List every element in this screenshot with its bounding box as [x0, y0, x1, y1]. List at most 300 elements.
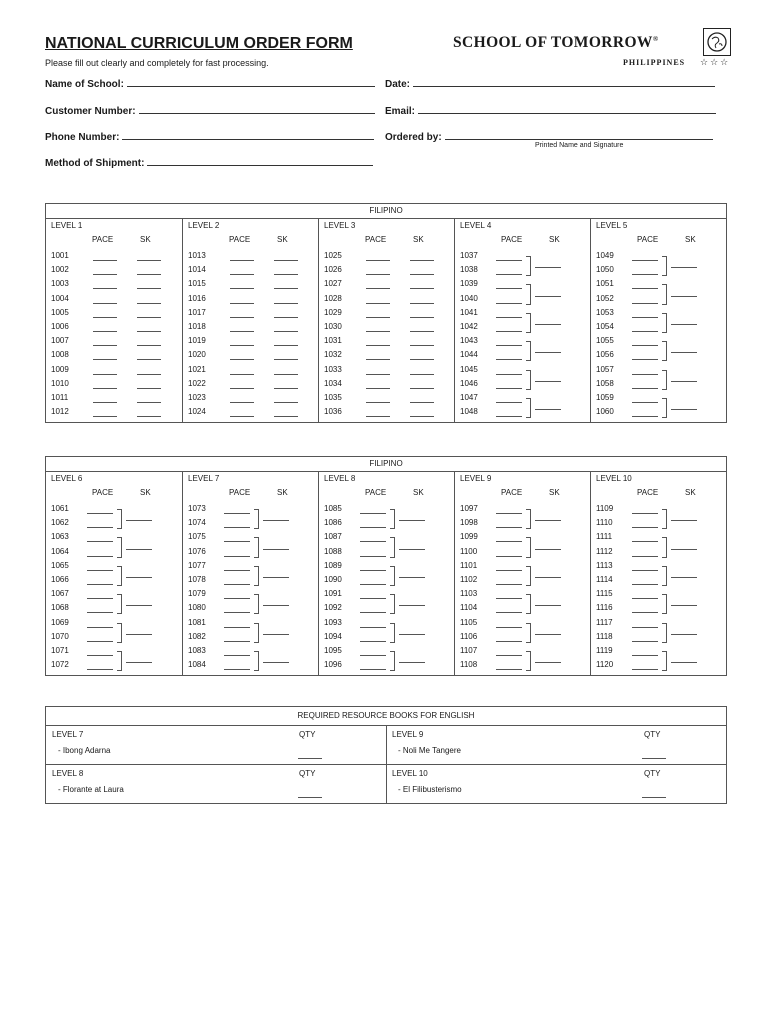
pace-code: 1006: [51, 322, 69, 331]
pace-qty-blank[interactable]: [632, 359, 658, 360]
pace-code: 1012: [51, 407, 69, 417]
pace-qty-blank[interactable]: [87, 541, 113, 542]
sk-qty-blank[interactable]: [263, 662, 289, 663]
sk-qty-blank[interactable]: [274, 388, 298, 389]
sk-qty-blank[interactable]: [671, 662, 697, 663]
pace-code: 1050: [596, 265, 614, 275]
level-column: [318, 471, 455, 675]
pace-code: 1030: [324, 322, 342, 331]
pace-code: 1033: [324, 364, 342, 374]
sk-qty-blank[interactable]: [137, 288, 161, 289]
pace-code: 1107: [460, 646, 478, 655]
pace-qty-blank[interactable]: [496, 402, 522, 403]
customer-number-field[interactable]: Customer Number:: [45, 104, 375, 117]
pace-code: 1119: [596, 646, 613, 655]
book-title: - Ibong Adarna: [58, 746, 111, 755]
sk-qty-blank[interactable]: [535, 634, 561, 635]
pace-code: 1117: [596, 617, 613, 627]
sk-qty-blank[interactable]: [410, 345, 434, 346]
pace-qty-blank[interactable]: [93, 331, 117, 332]
pace-qty-blank[interactable]: [496, 669, 522, 670]
pace-qty-blank[interactable]: [496, 527, 522, 528]
pace-code: 1055: [596, 336, 614, 346]
pace-qty-blank[interactable]: [224, 669, 250, 670]
resource-book-entry: [46, 725, 386, 764]
filipino-table-levels-6-10: [45, 456, 727, 676]
pace-code: 1035: [324, 393, 342, 402]
pace-qty-blank[interactable]: [87, 556, 113, 557]
sk-qty-blank[interactable]: [410, 274, 434, 275]
pace-qty-blank[interactable]: [632, 612, 658, 613]
sk-qty-blank[interactable]: [410, 374, 434, 375]
pair-bracket: [390, 623, 395, 643]
sk-qty-blank[interactable]: [399, 577, 425, 578]
sk-qty-blank[interactable]: [137, 303, 161, 304]
pair-bracket: [662, 509, 667, 529]
pace-qty-blank[interactable]: [496, 612, 522, 613]
pace-code: 1063: [51, 532, 69, 542]
pace-qty-blank[interactable]: [496, 359, 522, 360]
level-label: LEVEL 9: [460, 474, 492, 483]
sk-qty-blank[interactable]: [274, 402, 298, 403]
pace-header: PACE: [637, 488, 659, 497]
sk-header: SK: [277, 488, 288, 497]
level-label: LEVEL 6: [51, 474, 83, 483]
pace-qty-blank[interactable]: [224, 655, 250, 656]
pace-qty-blank[interactable]: [632, 274, 658, 275]
pair-bracket: [390, 651, 395, 671]
pace-qty-blank[interactable]: [224, 627, 250, 628]
pace-qty-blank[interactable]: [632, 416, 658, 417]
pace-qty-blank[interactable]: [230, 374, 254, 375]
pace-qty-blank[interactable]: [632, 556, 658, 557]
sk-qty-blank[interactable]: [671, 634, 697, 635]
pace-code: 1053: [596, 307, 614, 317]
pace-qty-blank[interactable]: [360, 527, 386, 528]
pace-qty-blank[interactable]: [87, 513, 113, 514]
pace-qty-blank[interactable]: [360, 541, 386, 542]
sk-qty-blank[interactable]: [274, 374, 298, 375]
pair-bracket: [254, 509, 259, 529]
pace-qty-blank[interactable]: [230, 359, 254, 360]
sk-qty-blank[interactable]: [263, 549, 289, 550]
pace-qty-blank[interactable]: [224, 556, 250, 557]
sk-qty-blank[interactable]: [274, 345, 298, 346]
pace-code: 1048: [460, 407, 478, 417]
sk-qty-blank[interactable]: [410, 388, 434, 389]
pace-qty-blank[interactable]: [230, 402, 254, 403]
pace-qty-blank[interactable]: [87, 598, 113, 599]
pace-code: 1118: [596, 631, 613, 641]
pace-code: 1084: [188, 660, 206, 670]
pace-code: 1016: [188, 293, 206, 303]
sk-qty-blank[interactable]: [671, 577, 697, 578]
pair-bracket: [117, 537, 122, 557]
pace-qty-blank[interactable]: [93, 345, 117, 346]
pair-bracket: [662, 537, 667, 557]
pace-qty-blank[interactable]: [496, 303, 522, 304]
pace-qty-blank[interactable]: [632, 331, 658, 332]
pair-bracket: [254, 623, 259, 643]
sk-header: SK: [140, 235, 151, 244]
pace-qty-blank[interactable]: [360, 513, 386, 514]
pace-qty-blank[interactable]: [93, 303, 117, 304]
sk-qty-blank[interactable]: [671, 605, 697, 606]
pace-qty-blank[interactable]: [632, 584, 658, 585]
pace-qty-blank[interactable]: [366, 416, 390, 417]
sk-qty-blank[interactable]: [274, 288, 298, 289]
sk-qty-blank[interactable]: [410, 359, 434, 360]
sk-header: SK: [413, 488, 424, 497]
pace-qty-blank[interactable]: [360, 655, 386, 656]
pace-code: 1073: [188, 504, 206, 513]
pace-qty-blank[interactable]: [632, 669, 658, 670]
sk-qty-blank[interactable]: [535, 352, 561, 353]
sk-qty-blank[interactable]: [137, 274, 161, 275]
pace-qty-blank[interactable]: [496, 274, 522, 275]
sk-qty-blank[interactable]: [399, 634, 425, 635]
pace-code: 1018: [188, 322, 206, 331]
sk-qty-blank[interactable]: [671, 520, 697, 521]
pace-qty-blank[interactable]: [93, 374, 117, 375]
sk-qty-blank[interactable]: [535, 662, 561, 663]
pace-code: 1004: [51, 293, 69, 303]
pair-bracket: [662, 284, 667, 304]
pair-bracket: [662, 566, 667, 586]
sk-qty-blank[interactable]: [410, 288, 434, 289]
pace-qty-blank[interactable]: [360, 641, 386, 642]
pace-qty-blank[interactable]: [632, 317, 658, 318]
pair-bracket: [254, 651, 259, 671]
pace-code: 1026: [324, 265, 342, 275]
pace-qty-blank[interactable]: [366, 303, 390, 304]
sk-qty-blank[interactable]: [263, 577, 289, 578]
pace-code: 1019: [188, 336, 206, 346]
pace-qty-blank[interactable]: [496, 374, 522, 375]
pace-header: PACE: [92, 235, 114, 244]
pace-qty-blank[interactable]: [87, 570, 113, 571]
sk-qty-blank[interactable]: [126, 577, 152, 578]
pace-qty-blank[interactable]: [632, 388, 658, 389]
shipment-method-field[interactable]: Method of Shipment:: [45, 156, 373, 169]
sk-qty-blank[interactable]: [535, 267, 561, 268]
pace-qty-blank[interactable]: [496, 541, 522, 542]
pace-qty-blank[interactable]: [224, 513, 250, 514]
qty-blank[interactable]: [642, 797, 666, 798]
pace-code: 1044: [460, 350, 478, 360]
pair-bracket: [662, 370, 667, 390]
pace-qty-blank[interactable]: [496, 598, 522, 599]
sk-header: SK: [140, 488, 151, 497]
pace-qty-blank[interactable]: [93, 359, 117, 360]
pace-code: 1113: [596, 560, 613, 570]
pace-code: 1077: [188, 560, 206, 570]
pace-code: 1034: [324, 378, 342, 388]
pace-qty-blank[interactable]: [366, 317, 390, 318]
pace-qty-blank[interactable]: [496, 388, 522, 389]
pace-qty-blank[interactable]: [496, 570, 522, 571]
sk-qty-blank[interactable]: [137, 331, 161, 332]
pace-qty-blank[interactable]: [87, 669, 113, 670]
pace-qty-blank[interactable]: [496, 513, 522, 514]
email-field[interactable]: Email:: [385, 104, 716, 117]
pace-qty-blank[interactable]: [632, 303, 658, 304]
pace-qty-blank[interactable]: [632, 641, 658, 642]
pace-qty-blank[interactable]: [230, 288, 254, 289]
sk-qty-blank[interactable]: [399, 605, 425, 606]
sk-qty-blank[interactable]: [535, 577, 561, 578]
pace-qty-blank[interactable]: [632, 541, 658, 542]
pace-qty-blank[interactable]: [87, 627, 113, 628]
pace-qty-blank[interactable]: [224, 598, 250, 599]
level-column: [46, 471, 182, 675]
pace-qty-blank[interactable]: [632, 513, 658, 514]
pace-qty-blank[interactable]: [224, 570, 250, 571]
pace-qty-blank[interactable]: [366, 374, 390, 375]
sk-qty-blank[interactable]: [410, 317, 434, 318]
pace-code: 1052: [596, 293, 614, 303]
sk-qty-blank[interactable]: [126, 549, 152, 550]
sk-qty-blank[interactable]: [263, 634, 289, 635]
pace-code: 1065: [51, 560, 69, 570]
sk-qty-blank[interactable]: [399, 520, 425, 521]
pace-code: 1071: [51, 646, 69, 655]
sk-qty-blank[interactable]: [399, 549, 425, 550]
sk-qty-blank[interactable]: [126, 520, 152, 521]
sk-qty-blank[interactable]: [535, 324, 561, 325]
pace-qty-blank[interactable]: [632, 374, 658, 375]
pace-code: 1078: [188, 575, 206, 584]
pace-qty-blank[interactable]: [224, 541, 250, 542]
sk-qty-blank[interactable]: [671, 381, 697, 382]
sk-qty-blank[interactable]: [535, 549, 561, 550]
sk-qty-blank[interactable]: [274, 359, 298, 360]
sk-qty-blank[interactable]: [137, 345, 161, 346]
sk-qty-blank[interactable]: [410, 303, 434, 304]
sk-qty-blank[interactable]: [410, 331, 434, 332]
sk-qty-blank[interactable]: [263, 520, 289, 521]
pace-qty-blank[interactable]: [224, 612, 250, 613]
pace-qty-blank[interactable]: [360, 584, 386, 585]
pace-qty-blank[interactable]: [224, 641, 250, 642]
pace-code: 1041: [460, 307, 478, 317]
pace-qty-blank[interactable]: [632, 260, 658, 261]
pace-qty-blank[interactable]: [496, 641, 522, 642]
sk-qty-blank[interactable]: [274, 317, 298, 318]
pace-qty-blank[interactable]: [366, 402, 390, 403]
sk-qty-blank[interactable]: [137, 260, 161, 261]
pace-qty-blank[interactable]: [93, 274, 117, 275]
level-label: LEVEL 1: [51, 221, 83, 230]
sk-qty-blank[interactable]: [671, 296, 697, 297]
sk-qty-blank[interactable]: [671, 352, 697, 353]
sk-qty-blank[interactable]: [137, 416, 161, 417]
pace-qty-blank[interactable]: [87, 584, 113, 585]
sk-qty-blank[interactable]: [535, 296, 561, 297]
form-subtitle: Please fill out clearly and completely for fast processing.: [45, 58, 269, 68]
pace-header: PACE: [501, 488, 523, 497]
pace-qty-blank[interactable]: [224, 584, 250, 585]
pace-qty-blank[interactable]: [632, 570, 658, 571]
pace-qty-blank[interactable]: [93, 388, 117, 389]
pace-qty-blank[interactable]: [496, 627, 522, 628]
pace-qty-blank[interactable]: [496, 345, 522, 346]
pace-qty-blank[interactable]: [632, 402, 658, 403]
sk-qty-blank[interactable]: [671, 409, 697, 410]
pace-qty-blank[interactable]: [632, 655, 658, 656]
sk-qty-blank[interactable]: [137, 317, 161, 318]
pace-qty-blank[interactable]: [366, 388, 390, 389]
pace-code: 1116: [596, 603, 613, 613]
pace-qty-blank[interactable]: [93, 416, 117, 417]
book-title: - Florante at Laura: [58, 785, 124, 794]
pace-code: 1080: [188, 603, 206, 613]
pace-qty-blank[interactable]: [230, 317, 254, 318]
pace-qty-blank[interactable]: [87, 641, 113, 642]
pair-bracket: [526, 537, 531, 557]
pace-qty-blank[interactable]: [496, 317, 522, 318]
sk-qty-blank[interactable]: [535, 381, 561, 382]
qty-blank[interactable]: [298, 758, 322, 759]
pace-qty-blank[interactable]: [360, 556, 386, 557]
pace-qty-blank[interactable]: [87, 612, 113, 613]
pace-qty-blank[interactable]: [230, 260, 254, 261]
pace-code: 1025: [324, 251, 342, 260]
pace-code: 1037: [460, 251, 478, 260]
pace-qty-blank[interactable]: [632, 527, 658, 528]
pace-qty-blank[interactable]: [366, 345, 390, 346]
pace-code: 1079: [188, 589, 206, 599]
pace-code: 1083: [188, 646, 206, 655]
pace-qty-blank[interactable]: [366, 288, 390, 289]
pace-qty-blank[interactable]: [230, 303, 254, 304]
sk-qty-blank[interactable]: [137, 402, 161, 403]
pace-code: 1105: [460, 617, 478, 627]
date-field[interactable]: Date:: [385, 77, 715, 90]
pace-qty-blank[interactable]: [496, 584, 522, 585]
level-label: LEVEL 2: [188, 221, 220, 230]
pace-qty-blank[interactable]: [230, 388, 254, 389]
qty-blank[interactable]: [642, 758, 666, 759]
sk-qty-blank[interactable]: [274, 331, 298, 332]
pace-qty-blank[interactable]: [360, 570, 386, 571]
pace-qty-blank[interactable]: [366, 331, 390, 332]
level-label: LEVEL 3: [324, 221, 356, 230]
pace-qty-blank[interactable]: [496, 260, 522, 261]
pace-qty-blank[interactable]: [87, 527, 113, 528]
pace-code: 1103: [460, 589, 478, 599]
level-column: [590, 471, 727, 675]
phone-number-field[interactable]: Phone Number:: [45, 130, 374, 143]
pace-qty-blank[interactable]: [360, 612, 386, 613]
pace-qty-blank[interactable]: [230, 345, 254, 346]
sk-qty-blank[interactable]: [410, 402, 434, 403]
qty-label: QTY: [299, 769, 316, 778]
pace-qty-blank[interactable]: [632, 627, 658, 628]
sk-qty-blank[interactable]: [399, 662, 425, 663]
school-name-field[interactable]: Name of School:: [45, 77, 375, 90]
pace-code: 1096: [324, 660, 342, 670]
ordered-by-field[interactable]: Ordered by:: [385, 130, 713, 143]
pace-qty-blank[interactable]: [230, 274, 254, 275]
sk-qty-blank[interactable]: [410, 416, 434, 417]
pace-qty-blank[interactable]: [230, 331, 254, 332]
pace-code: 1023: [188, 393, 206, 402]
resource-book-entry: [386, 764, 726, 803]
sk-qty-blank[interactable]: [671, 549, 697, 550]
sk-qty-blank[interactable]: [274, 416, 298, 417]
sk-qty-blank[interactable]: [535, 409, 561, 410]
pace-qty-blank[interactable]: [230, 416, 254, 417]
sk-qty-blank[interactable]: [671, 267, 697, 268]
pace-qty-blank[interactable]: [93, 260, 117, 261]
pace-qty-blank[interactable]: [632, 345, 658, 346]
pace-qty-blank[interactable]: [366, 260, 390, 261]
sk-qty-blank[interactable]: [126, 662, 152, 663]
pace-qty-blank[interactable]: [93, 288, 117, 289]
pace-qty-blank[interactable]: [224, 527, 250, 528]
sk-qty-blank[interactable]: [410, 260, 434, 261]
qty-label: QTY: [299, 730, 316, 739]
sk-qty-blank[interactable]: [274, 274, 298, 275]
sk-qty-blank[interactable]: [137, 388, 161, 389]
pace-qty-blank[interactable]: [93, 317, 117, 318]
level-column: [590, 218, 727, 422]
pair-bracket: [117, 594, 122, 614]
pace-qty-blank[interactable]: [360, 627, 386, 628]
sk-qty-blank[interactable]: [137, 374, 161, 375]
pace-qty-blank[interactable]: [632, 288, 658, 289]
sk-qty-blank[interactable]: [126, 634, 152, 635]
sk-qty-blank[interactable]: [535, 520, 561, 521]
sk-qty-blank[interactable]: [671, 324, 697, 325]
sk-qty-blank[interactable]: [126, 605, 152, 606]
pace-code: 1097: [460, 504, 478, 513]
pace-qty-blank[interactable]: [360, 669, 386, 670]
sk-qty-blank[interactable]: [535, 605, 561, 606]
sk-qty-blank[interactable]: [263, 605, 289, 606]
pace-qty-blank[interactable]: [360, 598, 386, 599]
pace-header: PACE: [501, 235, 523, 244]
pace-qty-blank[interactable]: [496, 655, 522, 656]
pace-qty-blank[interactable]: [496, 288, 522, 289]
pace-qty-blank[interactable]: [93, 402, 117, 403]
pace-qty-blank[interactable]: [632, 598, 658, 599]
school-logo: [453, 28, 733, 72]
pace-code: 1066: [51, 575, 69, 584]
pace-qty-blank[interactable]: [496, 556, 522, 557]
pace-qty-blank[interactable]: [496, 416, 522, 417]
sk-qty-blank[interactable]: [274, 260, 298, 261]
pace-qty-blank[interactable]: [87, 655, 113, 656]
pace-qty-blank[interactable]: [366, 359, 390, 360]
pace-code: 1064: [51, 546, 69, 556]
sk-qty-blank[interactable]: [274, 303, 298, 304]
level-label: LEVEL 4: [460, 221, 492, 230]
pace-code: 1027: [324, 279, 342, 289]
resource-books-table: [45, 706, 727, 804]
pace-code: 1106: [460, 631, 478, 641]
globe-icon: [703, 28, 731, 56]
pace-code: 1087: [324, 532, 342, 542]
pace-qty-blank[interactable]: [366, 274, 390, 275]
pace-qty-blank[interactable]: [496, 331, 522, 332]
pace-code: 1081: [188, 617, 206, 627]
pair-bracket: [254, 566, 259, 586]
sk-qty-blank[interactable]: [137, 359, 161, 360]
qty-blank[interactable]: [298, 797, 322, 798]
pace-code: 1069: [51, 617, 69, 627]
